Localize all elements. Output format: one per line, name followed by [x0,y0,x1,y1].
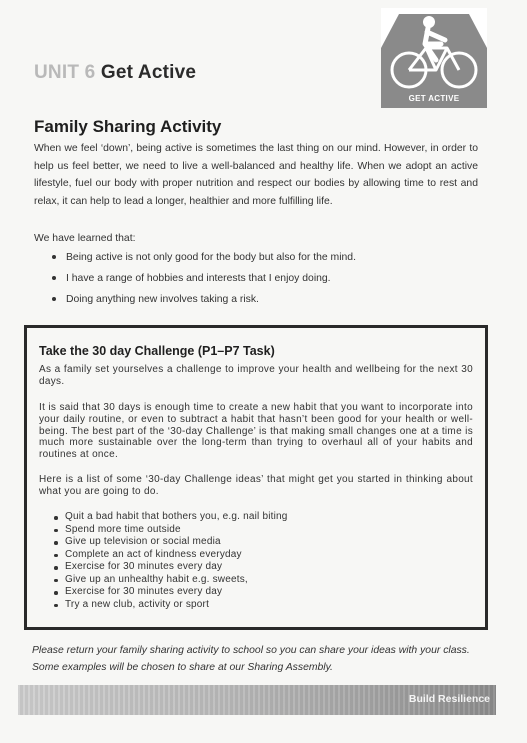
unit-header [34,62,196,84]
get-active-badge [381,8,487,108]
unit-title: Get Active [100,62,197,83]
challenge-paragraph: Here is a list of some ‘30-day Challenge ideas’ that might get you started in thinking about what you are going to do. [39,474,473,497]
idea-item: Give up television or social media [53,536,463,549]
section-title: Family Sharing Activity [34,117,222,136]
learned-item: Being active is not only good for the body but also for the mind. [50,250,470,271]
idea-item: Give up an unhealthy habit e.g. sweets, [53,574,463,587]
footer-text: Build Resilience [408,693,490,705]
footer-bar [18,685,496,715]
intro-paragraph: When we feel ‘down’, being active is sometimes the last thing on our mind. However, in order to help us feel better, we need to live a well-balanced and healthy life. When we adopt an active lifestyle, fuel our body with proper nutrition and respect our bodies by allowing time to rest and relax, it can help to lead a longer, healthier and more fulfilling life. [34,143,478,207]
idea-item: Spend more time outside [53,524,463,537]
idea-item: Exercise for 30 minutes every day [53,561,463,574]
unit-label: UNIT 6 [34,62,96,83]
idea-item: Quit a bad habit that bothers you, e.g. nail biting [53,511,463,524]
idea-item: Try a new club, activity or sport [53,599,463,612]
ideas-list [53,511,463,611]
challenge-box [24,325,488,630]
badge-label: GET ACTIVE [408,94,460,103]
learned-list [50,250,470,313]
learned-item: Doing anything new involves taking a risk. [50,292,470,313]
challenge-title: Take the 30 day Challenge (P1–P7 Task) [39,344,275,358]
cyclist-icon [381,8,487,108]
challenge-paragraph: It is said that 30 days is enough time to create a new habit that you want to incorporate into your daily routine, or even to subtract a habit that hasn’t been good for your health or well-being. The best part of the ‘30-day Challenge’ is that making small changes one at a time is much more sustainable over the long-term than trying to overhaul all of your habits and routines at once. [39,402,473,461]
learned-heading: We have learned that: [34,233,136,244]
idea-item: Complete an act of kindness everyday [53,549,463,562]
challenge-paragraph: As a family set yourselves a challenge to improve your health and wellbeing for the next 30 days. [39,364,473,387]
idea-item: Exercise for 30 minutes every day [53,586,463,599]
return-note: Please return your family sharing activity to school so you can share your ideas with your class. Some examples will be chosen to share at our Sharing Assembly. [32,645,470,673]
learned-item: I have a range of hobbies and interests that I enjoy doing. [50,271,470,292]
